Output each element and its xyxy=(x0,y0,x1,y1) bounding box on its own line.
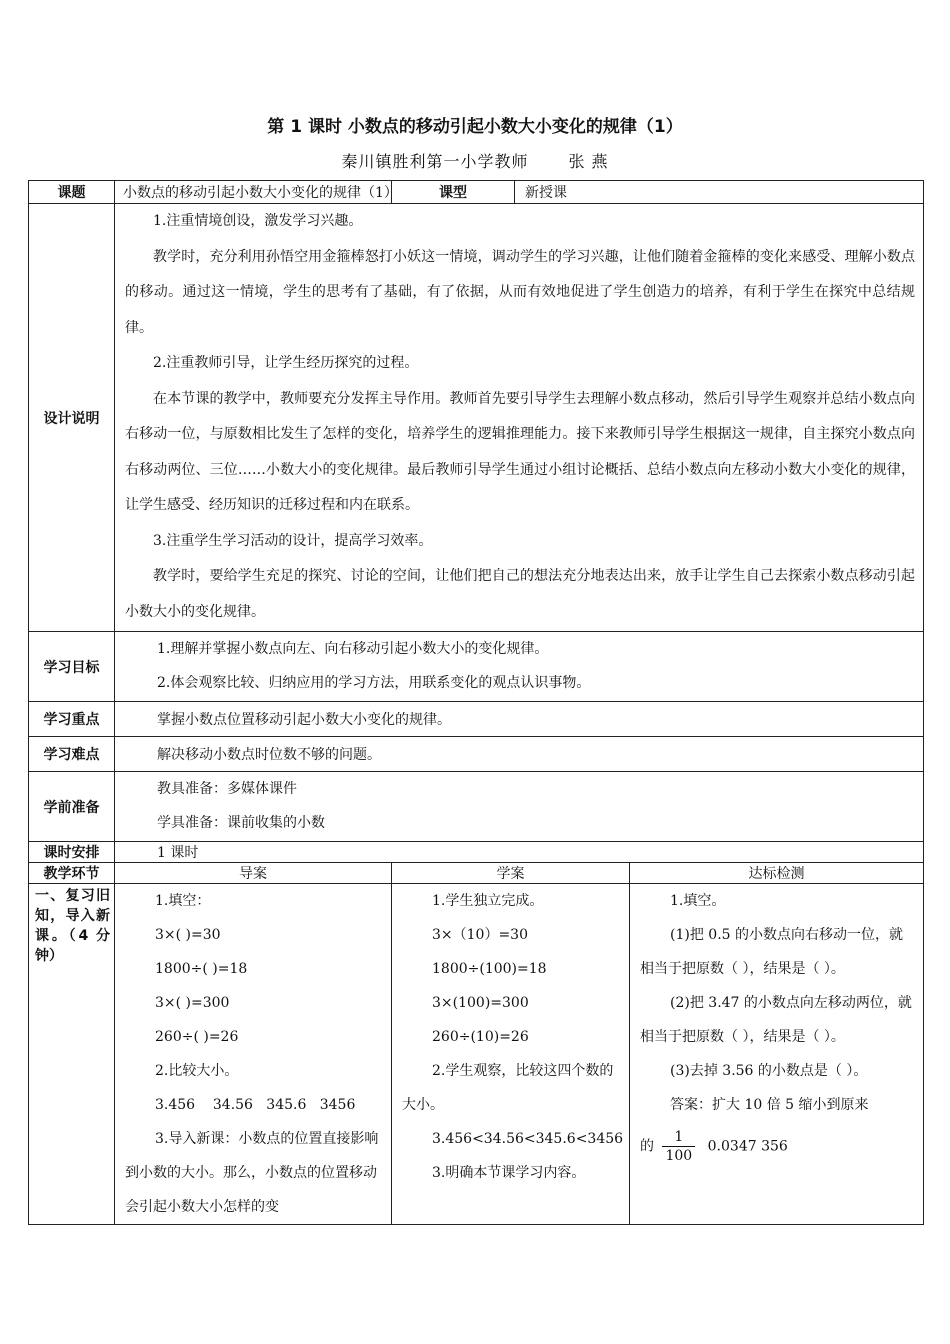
author-name: 张 燕 xyxy=(568,152,609,171)
guide-line: 3×( )=30 xyxy=(155,927,221,943)
check-answer-line xyxy=(640,1128,915,1165)
study-line: 3×(100)=300 xyxy=(432,995,529,1011)
lesson-plan-table xyxy=(28,180,924,1225)
row-process-stage1 xyxy=(29,884,924,1225)
row-topic xyxy=(29,181,924,204)
guide-line: 260÷( )=26 xyxy=(155,1029,239,1045)
topic-label: 课题 xyxy=(29,181,115,204)
row-difficulty xyxy=(29,737,924,772)
check-line: (2)把 3.47 的小数点向左移动两位，就相当于把原数（ ），结果是（ ）。 xyxy=(640,995,912,1045)
schedule-value: 1 课时 xyxy=(115,842,924,863)
check-line: (1)把 0.5 的小数点向右移动一位，就相当于把原数（ ），结果是（ ）。 xyxy=(640,927,903,977)
prep-item: 学具准备：课前收集的小数 xyxy=(157,815,325,831)
check-line: (3)去掉 3.56 的小数点是（ ）。 xyxy=(670,1063,868,1079)
difficulty-label: 学习难点 xyxy=(29,737,115,772)
keypoint-value: 掌握小数点位置移动引起小数大小变化的规律。 xyxy=(115,702,924,737)
prep-label: 学前准备 xyxy=(29,772,115,842)
page-title: 第 1 课时 小数点的移动引起小数大小变化的规律（1） xyxy=(267,117,683,137)
goals-content xyxy=(115,632,924,702)
design-paragraph: 教学时，要给学生充足的探究、讨论的空间，让他们把自己的想法充分地表达出来，放手让学生自己去探索小数点移动引起小数大小的变化规律。 xyxy=(125,568,915,620)
row-keypoint xyxy=(29,702,924,737)
goal-item: 1.理解并掌握小数点向左、向右移动引起小数大小的变化规律。 xyxy=(157,641,549,657)
design-paragraph: 3.注重学生学习活动的设计，提高学习效率。 xyxy=(153,532,433,549)
fraction xyxy=(662,1128,695,1165)
design-paragraph: 在本节课的教学中，教师要充分发挥主导作用。教师首先要引导学生去理解小数点移动，然后引导学生观察并总结小数点向右移动一位，与原数相比发生了怎样的变化，培养学生的逻辑推理能力。接下来教师引导学生根据这一规律，自主探究小数点向右移动两位、三位……小数大小的变化规律。最后教师引导学生通过小组讨论概括、总结小数点向左移动小数大小变化的规律，让学生感受、经历知识的迁移过程和内在联系。 xyxy=(125,390,915,513)
type-label: 课型 xyxy=(392,181,515,204)
goals-label: 学习目标 xyxy=(29,632,115,702)
study-line: 2.学生观察，比较这四个数的大小。 xyxy=(402,1063,614,1113)
row-design xyxy=(29,204,924,632)
guide-line: 3.456 34.56 345.6 3456 xyxy=(155,1097,356,1113)
study-header: 学案 xyxy=(392,863,630,884)
schedule-label: 课时安排 xyxy=(29,842,115,863)
study-content xyxy=(392,884,630,1225)
topic-value: 小数点的移动引起小数大小变化的规律（1） xyxy=(115,181,392,204)
design-content xyxy=(115,204,924,632)
answer-suffix: 0.0347 356 xyxy=(707,1138,788,1155)
study-line: 3×（10）=30 xyxy=(432,927,528,943)
design-label: 设计说明 xyxy=(29,204,115,632)
row-process-header xyxy=(29,863,924,884)
fraction-denominator: 100 xyxy=(665,1148,693,1164)
row-goals xyxy=(29,632,924,702)
stage-label: 一、复习旧知，导入新课。（4 分钟） xyxy=(29,884,115,1225)
check-line: 答案：扩大 10 倍 5 缩小到原来 xyxy=(670,1097,869,1113)
answer-prefix: 的 xyxy=(640,1138,654,1155)
author-school: 秦川镇胜利第一小学教师 xyxy=(341,152,529,171)
row-schedule xyxy=(29,842,924,863)
guide-line: 3×( )=300 xyxy=(155,995,230,1011)
row-prep xyxy=(29,772,924,842)
study-line: 260÷(10)=26 xyxy=(432,1029,529,1045)
guide-content xyxy=(115,884,392,1225)
study-line: 1.学生独立完成。 xyxy=(432,893,544,909)
author-line xyxy=(0,149,950,172)
guide-line: 1800÷( )=18 xyxy=(155,961,248,977)
prep-content xyxy=(115,772,924,842)
goal-item: 2.体会观察比较、归纳应用的学习方法，用联系变化的观点认识事物。 xyxy=(157,675,591,691)
study-line: 3.明确本节课学习内容。 xyxy=(432,1165,586,1181)
design-paragraph: 1.注重情境创设，激发学习兴趣。 xyxy=(153,213,363,229)
guide-line: 2.比较大小。 xyxy=(155,1063,239,1079)
keypoint-label: 学习重点 xyxy=(29,702,115,737)
guide-line: 1.填空： xyxy=(155,893,211,909)
type-value: 新授课 xyxy=(515,181,924,204)
process-label: 教学环节 xyxy=(29,863,115,884)
difficulty-value: 解决移动小数点时位数不够的问题。 xyxy=(115,737,924,772)
design-paragraph: 2.注重教师引导，让学生经历探究的过程。 xyxy=(153,355,419,371)
study-line: 3.456<34.56<345.6<3456 xyxy=(432,1131,624,1147)
guide-line: 3.导入新课：小数点的位置直接影响到小数的大小。那么，小数点的位置移动会引起小数大小怎样的变 xyxy=(125,1131,379,1215)
study-line: 1800÷(100)=18 xyxy=(432,961,547,977)
prep-item: 教具准备：多媒体课件 xyxy=(157,781,297,797)
check-line: 1.填空。 xyxy=(670,893,726,909)
check-content xyxy=(630,884,924,1225)
design-paragraph: 教学时，充分利用孙悟空用金箍棒怒打小妖这一情境，调动学生的学习兴趣，让他们随着金箍棒的变化来感受、理解小数点的移动。通过这一情境，学生的思考有了基础，有了依据，从而有效地促进了学生创造力的培养，有利于学生在探究中总结规律。 xyxy=(125,248,915,336)
fraction-numerator: 1 xyxy=(662,1128,695,1147)
check-header: 达标检测 xyxy=(630,863,924,884)
guide-header: 导案 xyxy=(115,863,392,884)
